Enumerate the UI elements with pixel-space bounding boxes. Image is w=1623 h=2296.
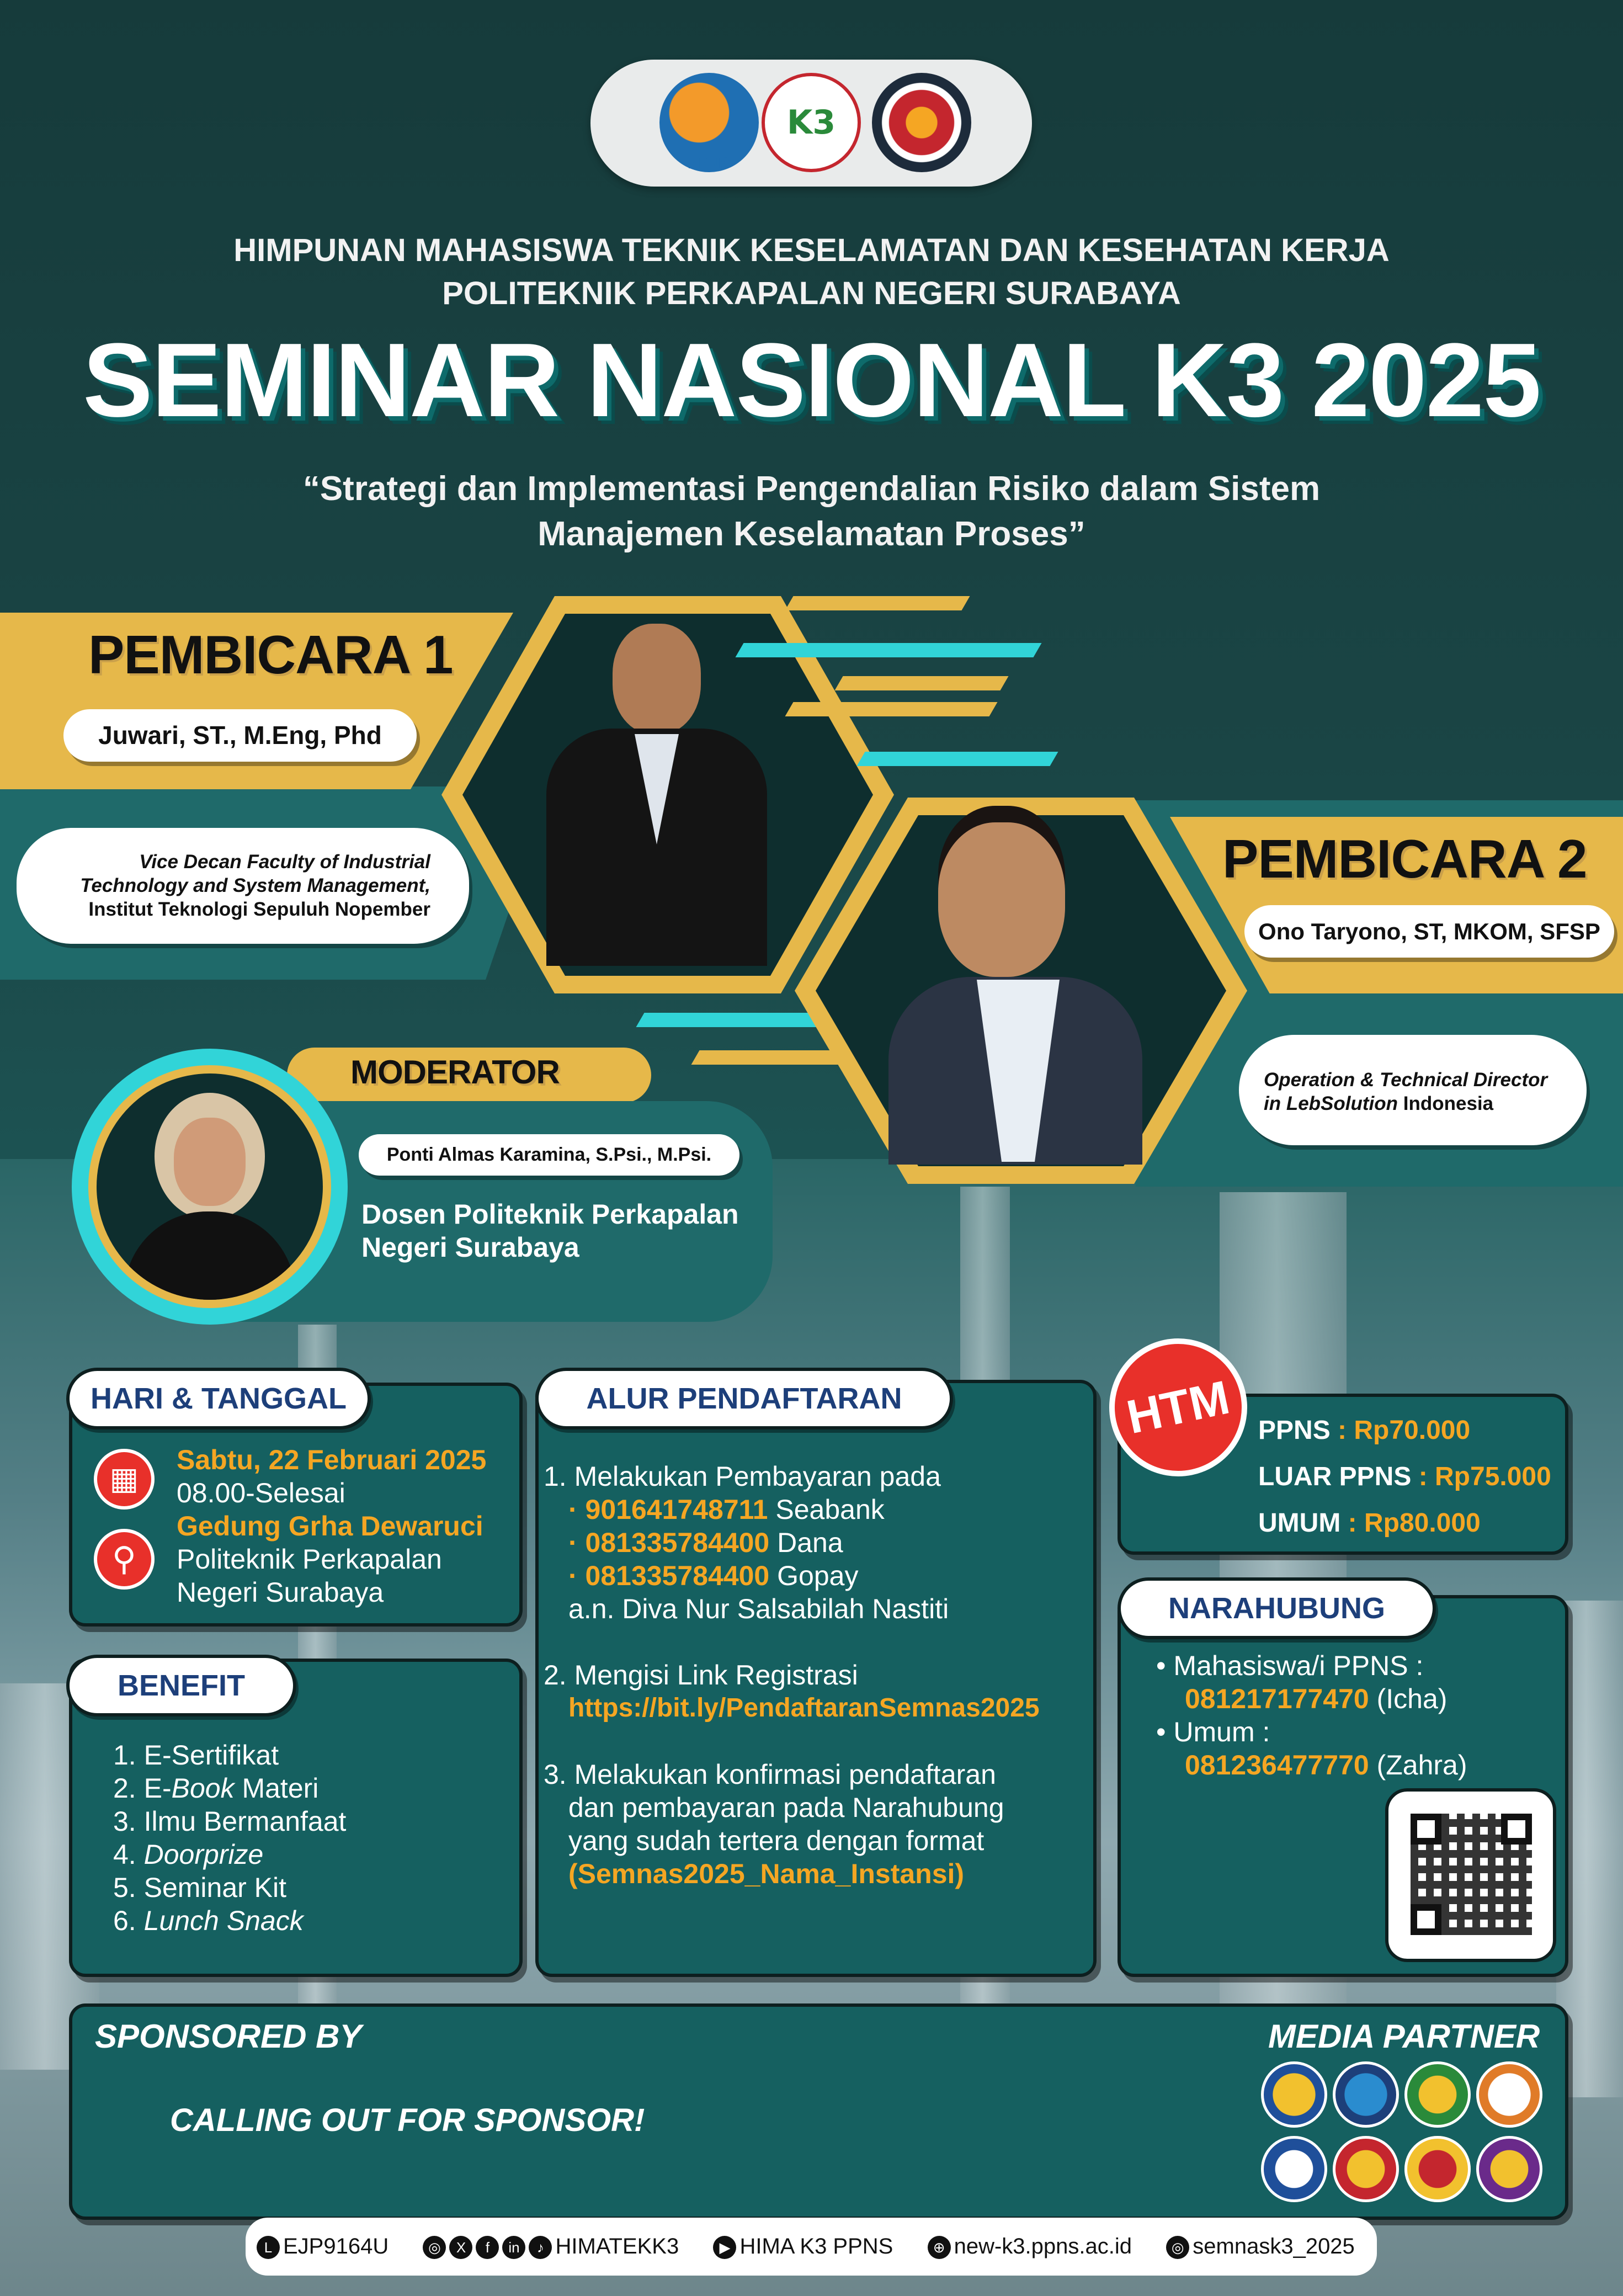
price-value: : Rp80.000: [1340, 1508, 1481, 1538]
speaker1-name: Juwari, ST., M.Eng, Phd: [63, 709, 417, 762]
k3-logo: K3: [762, 73, 861, 172]
hima-k3-logo: [872, 73, 971, 172]
deco-stripe: [856, 752, 1058, 766]
step-1-label: 1. Melakukan Pembayaran pada: [544, 1461, 941, 1492]
footer-bar: [246, 2218, 1377, 2276]
speaker1-role-line-2: Technology and System Management,: [80, 875, 430, 896]
contact-phone[interactable]: 081236477770: [1185, 1750, 1369, 1781]
htm-prices: [1258, 1407, 1551, 1546]
benefit-num: 2.: [113, 1773, 136, 1804]
contact-list: [1156, 1649, 1467, 1782]
qr-code-frame[interactable]: [1385, 1788, 1556, 1962]
moderator-role-line-1: Dosen Politeknik Perkapalan: [361, 1199, 739, 1230]
payment-item: · 081335784400 Dana: [568, 1527, 843, 1558]
social-handle[interactable]: HIMATEKK3: [555, 2234, 679, 2258]
organizer-line-1: HIMPUNAN MAHASISWA TEKNIK KESELAMATAN DAN KESEHATAN KERJA: [233, 232, 1390, 268]
benefit-text-italic: Lunch Snack: [143, 1905, 304, 1936]
payment-bank: Seabank: [768, 1494, 885, 1525]
account-name: a.n. Diva Nur Salsabilah Nastiti: [568, 1593, 949, 1624]
speaker1-role-line-3: Institut Teknologi Sepuluh Nopember: [88, 899, 430, 920]
instagram-icon: ◎: [1166, 2236, 1189, 2259]
date-details: [177, 1443, 486, 1609]
media-partner-logo: [1476, 2136, 1542, 2202]
benefit-text-post: Materi: [234, 1773, 319, 1804]
moderator-tag: MODERATOR: [350, 1054, 560, 1091]
moderator-face: [174, 1118, 246, 1206]
moderator-name: Ponti Almas Karamina, S.Psi., M.Psi.: [359, 1134, 739, 1176]
speaker2-name: Ono Taryono, ST, MKOM, SFSP: [1244, 905, 1614, 958]
confirmation-format: (Semnas2025_Nama_Instansi): [568, 1858, 965, 1889]
location-pin-icon: ⚲: [94, 1529, 155, 1590]
benefit-text: Seminar Kit: [143, 1872, 287, 1903]
website-link[interactable]: new-k3.ppns.ac.id: [954, 2234, 1132, 2258]
price-row: [1258, 1500, 1551, 1546]
speaker1-face: [613, 624, 701, 734]
speaker2-tag: PEMBICARA 2: [1222, 828, 1587, 889]
price-row: [1258, 1407, 1551, 1454]
benefit-list: [113, 1739, 346, 1937]
price-label: PPNS: [1258, 1416, 1331, 1445]
benefit-num: 3.: [113, 1806, 136, 1837]
benefit-item: [113, 1904, 346, 1937]
step-2-label: 2. Mengisi Link Registrasi: [544, 1660, 858, 1691]
media-partner-logo: [1404, 2061, 1471, 2128]
benefit-text: E-: [143, 1773, 172, 1804]
speaker1-role: [17, 828, 469, 944]
htm-badge: HTM: [1097, 1326, 1260, 1490]
media-partner-logo: [1333, 2136, 1399, 2202]
benefit-text: E-Sertifikat: [143, 1740, 279, 1771]
speaker1-tag: PEMBICARA 1: [88, 624, 453, 685]
media-partner-label: MEDIA PARTNER: [1268, 2018, 1540, 2055]
benefit-item: [113, 1772, 346, 1805]
price-label: UMUM: [1258, 1508, 1341, 1538]
deco-stripe: [785, 596, 970, 610]
contact-row: [1156, 1748, 1467, 1782]
benefit-num: 6.: [113, 1905, 136, 1936]
benefit-item: [113, 1739, 346, 1772]
contact-group: • Mahasiswa/i PPNS :: [1156, 1650, 1424, 1681]
media-partner-logo: [1404, 2136, 1471, 2202]
youtube-channel[interactable]: HIMA K3 PPNS: [739, 2234, 893, 2258]
theme-line-1: “Strategi dan Implementasi Pengendalian Risiko dalam Sistem: [302, 470, 1321, 508]
event-theme: [221, 466, 1402, 557]
media-partner-logo: [1476, 2061, 1542, 2128]
speaker2-country: Indonesia: [1398, 1093, 1494, 1114]
benefit-text: Ilmu Bermanfaat: [143, 1806, 347, 1837]
calendar-icon: ▦: [94, 1449, 155, 1510]
globe-icon: ⊕: [928, 2236, 951, 2259]
registration-card-tab: ALUR PENDAFTARAN: [535, 1368, 953, 1429]
benefit-text-italic: Book: [171, 1773, 235, 1804]
footer-row: [257, 2234, 1355, 2259]
deco-stripe: [636, 1013, 837, 1027]
event-place-line-2: Negeri Surabaya: [177, 1577, 384, 1608]
ppns-logo-label: PPNS: [687, 156, 731, 172]
contact-name: (Zahra): [1369, 1750, 1467, 1781]
payment-number: 081335784400: [585, 1527, 770, 1558]
registration-link[interactable]: https://bit.ly/PendaftaranSemnas2025: [568, 1693, 1040, 1723]
payment-bank: Dana: [769, 1527, 843, 1558]
moderator-photo: [97, 1073, 323, 1300]
media-partner-logo: [1261, 2136, 1327, 2202]
contact-group: • Umum :: [1156, 1716, 1270, 1747]
benefit-num: 1.: [113, 1740, 136, 1771]
calling-for-sponsor: CALLING OUT FOR SPONSOR!: [170, 2102, 645, 2138]
event-place-line-1: Politeknik Perkapalan: [177, 1544, 442, 1575]
linkedin-icon: in: [502, 2236, 525, 2259]
instagram-handle[interactable]: semnask3_2025: [1193, 2234, 1355, 2258]
benefit-num: 4.: [113, 1839, 136, 1870]
date-card-tab: HARI & TANGGAL: [66, 1368, 371, 1429]
step-3-line-1: 3. Melakukan konfirmasi pendaftaran: [544, 1759, 996, 1790]
instagram-icon: ◎: [423, 2236, 446, 2259]
price-value: : Rp75.000: [1411, 1462, 1551, 1491]
speaker2-company: in LebSolution: [1264, 1093, 1398, 1114]
speaker2-role: [1239, 1035, 1587, 1145]
payment-item: · 081335784400 Gopay: [568, 1560, 859, 1591]
x-icon: X: [449, 2236, 472, 2259]
speaker2-role-line-2: [1264, 1092, 1576, 1115]
benefit-num: 5.: [113, 1872, 136, 1903]
deco-stripe: [785, 702, 997, 716]
benefit-item: [113, 1871, 346, 1904]
registration-steps: [544, 1460, 1087, 1890]
step-3-line-3: yang sudah tertera dengan format: [568, 1825, 985, 1856]
price-value: : Rp70.000: [1330, 1416, 1471, 1445]
moderator-role: [361, 1198, 739, 1264]
contact-name: (Icha): [1369, 1683, 1448, 1714]
event-title: SEMINAR NASIONAL K3 2025: [83, 322, 1540, 439]
event-venue: Gedung Grha Dewaruci: [177, 1511, 483, 1542]
qr-finder: [1411, 1904, 1441, 1935]
facebook-icon: f: [476, 2236, 499, 2259]
benefit-item: [113, 1805, 346, 1838]
line-icon: L: [257, 2236, 280, 2259]
price-label: LUAR PPNS: [1258, 1462, 1412, 1491]
qr-finder: [1501, 1814, 1532, 1845]
contact-group-label: Umum :: [1173, 1716, 1270, 1747]
contact-card-tab: NARAHUBUNG: [1118, 1577, 1436, 1639]
payment-bank: Gopay: [769, 1560, 859, 1591]
price-row: [1258, 1454, 1551, 1500]
organizer-line-2: POLITEKNIK PERKAPALAN NEGERI SURABAYA: [442, 275, 1181, 311]
sponsored-by-label: SPONSORED BY: [95, 2018, 362, 2055]
theme-line-2: Manajemen Keselamatan Proses”: [538, 515, 1085, 553]
speaker1-role-line-1: Vice Decan Faculty of Industrial: [139, 851, 430, 873]
speaker2-face: [938, 822, 1065, 977]
benefit-item: [113, 1838, 346, 1871]
payment-item: · 901641748711 Seabank: [568, 1494, 885, 1525]
contact-group-label: Mahasiswa/i PPNS :: [1173, 1650, 1424, 1681]
moderator-role-line-2: Negeri Surabaya: [361, 1232, 579, 1263]
benefit-text-italic: Doorprize: [143, 1839, 264, 1870]
moderator-body: [124, 1211, 295, 1300]
youtube-icon: ▶: [713, 2236, 736, 2259]
contact-row: [1156, 1682, 1467, 1715]
payment-number: 901641748711: [585, 1494, 768, 1525]
contact-phone[interactable]: 081217177470: [1185, 1683, 1369, 1714]
event-date: Sabtu, 22 Februari 2025: [177, 1444, 487, 1475]
deco-stripe: [735, 643, 1041, 657]
media-partner-logo: [1333, 2061, 1399, 2128]
step-3-line-2: dan pembayaran pada Narahubung: [568, 1792, 1004, 1823]
benefit-card-tab: BENEFIT: [66, 1655, 296, 1716]
line-id[interactable]: EJP9164U: [283, 2234, 389, 2258]
media-partner-logo: [1261, 2061, 1327, 2128]
speaker2-role-line-1: Operation & Technical Director: [1264, 1069, 1548, 1091]
tiktok-icon: ♪: [529, 2236, 552, 2259]
deco-stripe: [834, 676, 1008, 690]
qr-finder: [1411, 1814, 1441, 1845]
payment-number: 081335784400: [585, 1560, 770, 1591]
event-time: 08.00-Selesai: [177, 1477, 345, 1508]
